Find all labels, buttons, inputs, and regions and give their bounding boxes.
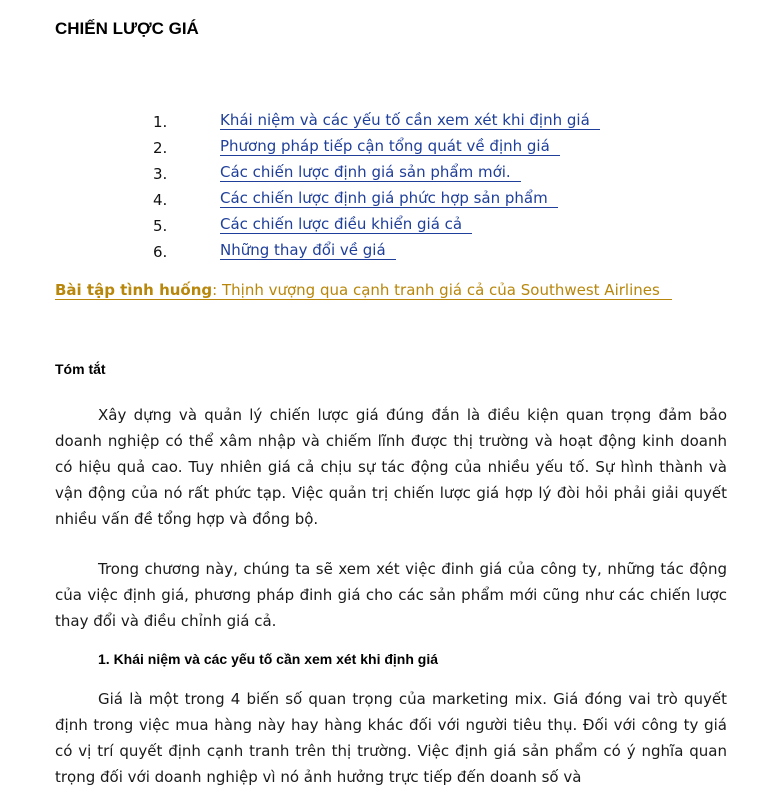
toc-number: 1. bbox=[153, 113, 168, 131]
toc-link-4[interactable]: Các chiến lược định giá phức hợp sản phẩm bbox=[220, 190, 558, 208]
section-paragraph-1: Giá là một trong 4 biến số quan trọng của marketing mix. Giá đóng vai trò quyết định trong việc mua hàng này hay hàng khác đối với người tiêu thụ. Đối với công ty giá có vị trí quyết định cạnh tranh trên thị trường. Việc định giá sản phẩm có ý nghĩa quan trọng đối với doanh nghiệp vì nó ảnh hưởng trực tiếp đến doanh số và bbox=[55, 690, 727, 786]
summary-heading: Tóm tắt bbox=[55, 361, 106, 377]
summary-paragraph-1: Xây dựng và quản lý chiến lược giá đúng đắn là điều kiện quan trọng đảm bảo doanh nghiệp có thể xâm nhập và chiếm lĩnh được thị trường và hoạt động kinh doanh có hiệu quả cao. Tuy nhiên giá cả chịu sự tác động của nhiều yếu tố. Sự hình thành và vận động của nó rất phức tạp. Việc quản trị chiến lược giá hợp lý đòi hỏi phải giải quyết nhiều vấn đề tổng hợp và đồng bộ. bbox=[55, 406, 727, 528]
toc-link-3[interactable]: Các chiến lược định giá sản phẩm mới. bbox=[220, 164, 521, 182]
toc-link-1[interactable]: Khái niệm và các yếu tố cần xem xét khi định giá bbox=[220, 112, 600, 130]
toc-item bbox=[0, 212, 772, 238]
toc-number: 4. bbox=[153, 191, 168, 209]
toc-item bbox=[0, 238, 772, 264]
toc-number: 2. bbox=[153, 139, 168, 157]
section-heading: 1. Khái niệm và các yếu tố cần xem xét khi định giá bbox=[98, 651, 439, 667]
page-title: CHIẾN LƯỢC GIÁ bbox=[55, 19, 199, 38]
toc-link-2[interactable]: Phương pháp tiếp cận tổng quát về định giá bbox=[220, 138, 560, 156]
case-study-text: : Thịnh vượng qua cạnh tranh giá cả của Southwest Airlines bbox=[212, 281, 660, 299]
toc-number: 5. bbox=[153, 217, 168, 235]
toc-item bbox=[0, 160, 772, 186]
toc-number: 6. bbox=[153, 243, 168, 261]
toc-item bbox=[0, 134, 772, 160]
case-study-link[interactable] bbox=[55, 281, 672, 300]
summary-paragraph-2: Trong chương này, chúng ta sẽ xem xét việc đinh giá của công ty, những tác động của việc định giá, phương pháp đinh giá cho các sản phẩm mới cũng như các chiến lược thay đổi và điều chỉnh giá cả. bbox=[55, 560, 727, 630]
table-of-contents bbox=[0, 108, 772, 264]
toc-link-5[interactable]: Các chiến lược điều khiển giá cả bbox=[220, 216, 472, 234]
toc-number: 3. bbox=[153, 165, 168, 183]
toc-item bbox=[0, 108, 772, 134]
toc-link-6[interactable]: Những thay đổi về giá bbox=[220, 242, 396, 260]
case-study-label: Bài tập tình huống bbox=[55, 281, 213, 299]
toc-item bbox=[0, 186, 772, 212]
